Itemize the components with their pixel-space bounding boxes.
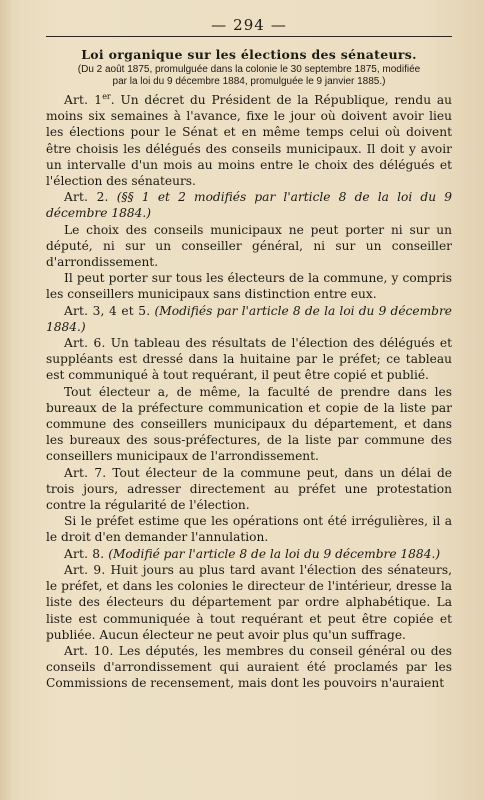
article-9 [46,562,452,643]
header-rule [46,36,452,37]
article-1-text: . Un décret du Président de la République, rendu au moins six semaines à l'avance, fixe le jour où doivent avoir lieu les élections pour le Sénat et en même temps celui où doivent être choisis les délégués des conseils municipaux. Il doit y avoir un intervalle d'un mois au moins entre le choix des délégués et l'élection des sénateurs. [46,93,452,189]
article-8-label: Art. 8. [64,546,105,561]
article-7-label: Art. 7. [64,465,107,480]
article-10-text: Les députés, les membres du conseil général ou des conseils d'arrondissement qui auraient été proclamés par les Commissions de recensement, mais dont les pouvoirs n'auraient [46,643,452,691]
page-number-value: 294 [233,16,265,34]
article-6-text: Un tableau des résultats de l'élection des délégués et suppléants est dressé dans la huitaine par le préfet; ce tableau est communiqué à tout requérant, il peut être copié et publié. [46,336,452,383]
subtitle-line-2: par la loi du 9 décembre 1884, promulguée le 9 janvier 1885.) [112,76,386,87]
subtitle-line-1: (Du 2 août 1875, promulguée dans la colonie le 30 septembre 1875, modifiée [77,64,421,75]
article-9-text: Huit jours au plus tard avant l'élection des sénateurs, le préfet, et dans les colonies le directeur de l'intérieur, dresse la liste des électeurs du département par ordre alphabétique. La liste est communiquée à tout requérant et peut être copiée et publiée. Aucun électeur ne peut avoir plus qu'un suffrage. [46,562,452,642]
article-2-label: Art. 2. [64,190,109,205]
article-6-paragraph-2: Tout électeur a, de même, la faculté de prendre dans les bureaux de la préfecture communication et copie de la liste par commune des conseillers municipaux du département, et dans les bureaux des sous-préfectures, de la liste par commune des conseillers municipaux de l'arrondissement. [46,384,452,464]
article-10-label: Art. 10. [64,643,114,658]
article-3-4-5-note: (Modifiés par l'article 8 de la loi du 9 décembre 1884.) [46,303,452,334]
article-8-note: (Modifié par l'article 8 de la loi du 9 décembre 1884.) [108,546,441,561]
article-7-text: Tout électeur de la commune peut, dans un délai de trois jours, adresser directement au préfet une protestation contre la régularité de l'élection. [46,465,452,513]
article-2-heading [46,189,452,221]
article-2-note: (§§ 1 et 2 modifiés par l'article 8 de la loi du 9 décembre 1884.) [46,190,452,221]
article-1-label: Art. 1 [64,93,103,107]
article-7-paragraph-1 [46,465,452,514]
article-6-paragraph-1 [46,335,452,384]
article-6-label: Art. 6. [64,336,106,351]
article-3-4-5-label: Art. 3, 4 et 5. [64,303,151,318]
article-9-label: Art. 9. [64,562,106,577]
article-8 [46,546,452,562]
article-7-paragraph-2: Si le préfet estime que les opérations ont été irrégulières, il a le droit d'en demander l'annulation. [46,514,452,545]
document-title: Loi organique sur les élections des sénateurs. [81,47,417,62]
article-3-4-5 [46,303,452,335]
article-2-paragraph-1: Le choix des conseils municipaux ne peut porter ni sur un député, ni sur un conseiller général, ni sur un conseiller d'arrondissement. [46,222,452,270]
document-subtitle [46,64,452,88]
article-10 [46,643,452,692]
article-1 [46,92,452,189]
page-number: — 294 — [211,16,287,34]
article-1-sup: er [102,91,111,101]
article-2-paragraph-2: Il peut porter sur tous les électeurs de la commune, y compris les conseillers municipaux sans distinction entre eux. [46,271,452,302]
